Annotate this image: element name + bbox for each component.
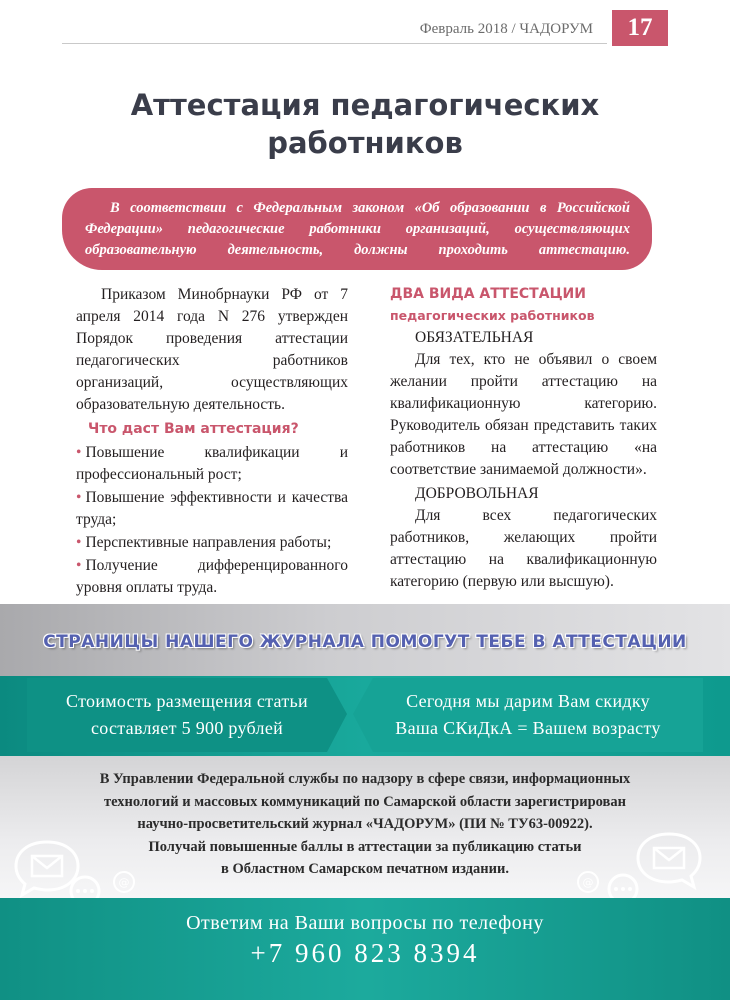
- left-column: [76, 284, 348, 599]
- at-sign-icon: [112, 870, 136, 899]
- list-item: • Повышение эффективности и качества труда;: [76, 489, 348, 528]
- bullet-icon: •: [76, 534, 82, 551]
- bullet-icon: •: [76, 489, 82, 506]
- header-rule: [62, 43, 607, 44]
- svg-text:@: @: [582, 876, 594, 889]
- list-item: • Повышение квалификации и профессиональный рост;: [76, 444, 348, 483]
- title-line-1: Аттестация педагогических: [130, 88, 600, 122]
- type2-text: Для всех педагогических работников, желающих пройти аттестацию на квалификационную категорию (первую или высшую).: [390, 507, 657, 590]
- type2-title: ДОБРОВОЛЬНАЯ: [415, 485, 539, 502]
- right-column: [390, 284, 657, 593]
- discount-text: Сегодня мы дарим Вам скидку Ваша СКиДкА = Вашем возрасту: [395, 691, 661, 738]
- heading-sub: педагогических работников: [390, 308, 595, 323]
- slogan-text: СТРАНИЦЫ НАШЕГО ЖУРНАЛА ПОМОГУТ ТЕБЕ В АТТЕСТАЦИИ: [43, 632, 687, 652]
- title-line-2: работников: [267, 126, 463, 160]
- article-title: [60, 86, 670, 162]
- discount-box: [353, 674, 703, 754]
- heading-main: ДВА ВИДА АТТЕСТАЦИИ: [390, 286, 586, 302]
- at-sign-icon: [576, 870, 600, 899]
- bullet-icon: •: [76, 444, 82, 461]
- benefits-heading: Что даст Вам аттестация?: [88, 421, 299, 437]
- type1-text: Для тех, кто не объявил о своем желании пройти аттестацию на квалификационную категорию. Руководитель обязан представить таких работников на аттестацию «на соответствие занимаемой должности».: [390, 351, 657, 478]
- envelope-bubble-icon: [634, 830, 704, 895]
- intro-banner-text: В соответствии с Федеральным законом «Об образовании в Российской Федерации» педагогические работники организаций, осуществляющих образовательную деятельность, должны проходить аттестацию.: [85, 200, 630, 258]
- type1-title: ОБЯЗАТЕЛЬНАЯ: [415, 329, 534, 346]
- price-box: [27, 674, 347, 754]
- order-paragraph: Приказом Минобрнауки РФ от 7 апреля 2014 года N 276 утвержден Порядок проведения аттестации педагогических работников организаций, осуществляющих образовательную деятельность.: [76, 286, 348, 413]
- bullet-icon: •: [76, 557, 82, 574]
- contact-line: Ответим на Ваши вопросы по телефону: [186, 912, 544, 934]
- price-text: Стоимость размещения статьи составляет 5 900 рублей: [66, 691, 308, 738]
- issue-label: Февраль 2018 / ЧАДОРУМ: [419, 21, 593, 37]
- registration-info: В Управлении Федеральной службы по надзору в сфере связи, информационных технологий и массовых коммуникаций по Самарской области зарегистрирован научно-просветительский журнал «ЧАДОРУМ» (ПИ № ТУ63-00922). Получай повышенные баллы в аттестации за публикацию статьи в Областном Самарском печатном издании.: [99, 771, 631, 877]
- list-item: • Перспективные направления работы;: [76, 534, 332, 551]
- list-item: • Получение дифференцированного уровня оплаты труда.: [76, 557, 348, 596]
- svg-text:@: @: [118, 876, 130, 889]
- page-number: 17: [612, 10, 668, 46]
- attestation-types-heading: [390, 284, 657, 327]
- phone-number: +7 960 823 8394: [250, 938, 480, 968]
